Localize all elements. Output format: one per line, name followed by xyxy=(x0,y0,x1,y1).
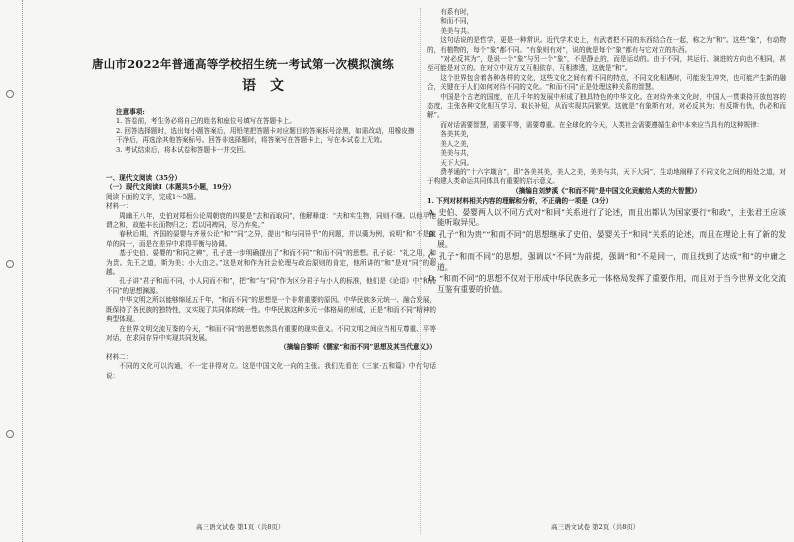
passage-paragraph: 孔子讲“君子和而不同，小人同而不和”，把“和”与“同”作为区分君子与小人的标准，他们是《论语》中“和而不同”的思想渊源。 xyxy=(106,277,436,295)
quote-line: 和而不同， xyxy=(440,17,474,26)
passage-paragraph: “对必反其为”，是说一个“象”与另一个“象”，不是静止的，而是运动的。由于不同，其运行、演进的方向也不相同，甚至可能是对立的。在对立中双方又互相依存、互相渗透，这就是“和”。 xyxy=(427,55,786,73)
page-footer: 高三语文试卷 第1页（共8页） xyxy=(196,522,285,531)
passage-paragraph: 这句话说的是哲学，更是一种常识。近代学术史上，有武者把不同的东西结合在一起，称之为“和”。这些“象”，有动物的，有植物的，每个“象”都不同。“有象则有对”，说的就是每个“象”都有与它对立的东西。 xyxy=(427,36,786,54)
question-option: C. 孔子“和而不同”的思想，强调以“不同”为前提，强调“和”不是同一，而且找到了达成“和”的中庸之道。 xyxy=(428,251,786,272)
page-footer: 高三语文试卷 第2页（共8页） xyxy=(551,522,640,531)
passage-paragraph: 中华文明之所以能够绵延五千年，“和而不同”的思想是一个非常重要的原因。中华民族多元统一、融合发展，既保持了各民族的独特性，又实现了共同体的统一性。中华民族这种多元一体格局的形成，正是“和而不同”精神的典型体现。 xyxy=(106,296,436,324)
instruction: 阅读下面的文字，完成1～5题。 xyxy=(106,192,201,201)
question-stem: 1. 下列对材料相关内容的理解和分析，不正确的一项是（3分） xyxy=(427,197,613,206)
passage-paragraph: 基于史伯、晏婴的“和同之辨”，孔子进一步明确提出了“和而不同”“和而不同”的思想。孔子说：“礼之用，和为贵。先王之道，斯为美；小大由之。”这是对和作为社会伦理与政治原则的肯定，他所讲的“和”是对“同”的超越。 xyxy=(106,249,436,277)
section-heading: 一、现代文阅读（35分） xyxy=(106,174,182,182)
question-option: B. 孔子“和为贵”“和而不同”的思想继承了史伯、晏婴关于“和同”关系的论述，而且在理论上有了新的发展。 xyxy=(428,229,786,250)
passage-paragraph: 而对话需要智慧，需要平等，需要尊重。在全球化的今天，人类社会需要遵循生命中本来应当具有的这种规律： xyxy=(440,120,764,129)
page-1 xyxy=(26,8,436,534)
quote-line: 美美与共， xyxy=(440,149,474,158)
notes-item: 2. 回答选择题时，选出每小题答案后，用铅笔把答题卡对应题目的答案标号涂黑，如需改动，用橡皮擦干净后，再选涂其他答案标号。回答非选择题时，将答案写在答题卡上，写在本试卷上无效。 xyxy=(116,126,415,145)
quote-line: 天下大同。 xyxy=(440,158,474,167)
material-label: 材料二： xyxy=(106,352,133,361)
exam-notes xyxy=(116,108,416,155)
passage-paragraph: 在世界文明交流互鉴的今天，“和而不同”的思想依然具有重要的现实意义。不同文明之间应当相互尊重、平等对话，在求同存异中实现共同发展。 xyxy=(106,324,436,342)
question-option: A. 史伯、晏婴两人以不同方式对“和同”关系进行了论述，而且出都认为国家要行“和政”，主张君王应该能听取异见。 xyxy=(428,207,786,228)
quote-line: 美美与共。 xyxy=(440,26,474,35)
binding-hole-icon xyxy=(6,430,14,438)
reading-continued xyxy=(427,8,786,295)
quote-line: 有系有时， xyxy=(440,8,474,16)
passage-paragraph: 周幽王八年，史伯对郑桓公论周朝衰的四要是“去和而取同”，他解释道：“夫和实生物，同则不继。以他平他谓之和，故能丰长而物归之；若以同裨同，尽乃弃矣。” xyxy=(106,211,436,230)
passage-paragraph: 中国是个古老的国度，在几千年的发展中形成了独具特色的中华文化。在对待外来文化时，中国人一贯秉持开放包容的态度，主张各种文化相互学习、取长补短，从而实现共同繁荣。这就是“有象斯有对，对必反其为；有反斯有仇，仇必和而解”。 xyxy=(427,92,786,120)
quote-line: 各美其美， xyxy=(440,130,474,139)
binding-margin xyxy=(0,0,23,542)
reading-section xyxy=(106,174,436,381)
page-2 xyxy=(420,8,786,534)
question-option: D. “和而不同”的思想不仅对于形成中华民族多元一体格局发挥了重要作用，而且对于当今世界文化交流互鉴有重要的价值。 xyxy=(428,274,786,294)
subject-title: 语文 xyxy=(242,78,298,94)
exam-title: 唐山市2022年普通高等学校招生统一考试第一次模拟演练 xyxy=(92,57,394,71)
passage-source: （摘编自刘梦溪《“和而不同”是中国文化贡献给人类的大智慧》） xyxy=(512,186,701,195)
passage-paragraph: 春秋后期，齐国的晏婴与齐景公论“和”“同”之异，提出“和与同异乎”的问题，并以羹为例，说明“和”不是简单的同一，而是在差异中求得平衡与协调。 xyxy=(106,230,436,248)
passage-source: （摘编自黎昕《儒家“和而不同”思想及其当代意义》） xyxy=(280,343,436,352)
notes-item: 1. 答卷前，考生务必将自己的姓名和座位号填写在答题卡上。 xyxy=(116,117,296,126)
notes-item: 3. 考试结束后，将本试卷和答题卡一并交回。 xyxy=(116,145,250,154)
quote-line: 美人之美， xyxy=(440,139,474,148)
passage-paragraph: 不同的文化可以沟通，不一定非得对立。这是中国文化一向的主张。我们先看在《三家·五和篇》中有句话说： xyxy=(106,362,436,380)
passage-paragraph: 这个世界包含着各种各样的文化，这些文化之间有着不同的特点，不同文化相遇时，可能发生冲突，也可能产生新的融合，关键在于人们如何对待不同的文化。“和而不同”正是处理这种关系的智慧。 xyxy=(427,73,786,92)
subsection-heading: （一）现代文阅读Ⅰ（本题共5小题，19分） xyxy=(106,183,235,192)
binding-hole-icon xyxy=(6,260,14,268)
notes-heading: 注意事项: xyxy=(116,108,145,116)
passage-paragraph: 费孝通的“十六字箴言”，即“各美其美，美人之美，美美与共，天下大同”，生动地阐释了不同文化之间的相处之道，对于构建人类命运共同体具有重要的启示意义。 xyxy=(427,167,786,186)
material-label: 材料一： xyxy=(106,202,133,211)
binding-hole-icon xyxy=(6,90,14,98)
